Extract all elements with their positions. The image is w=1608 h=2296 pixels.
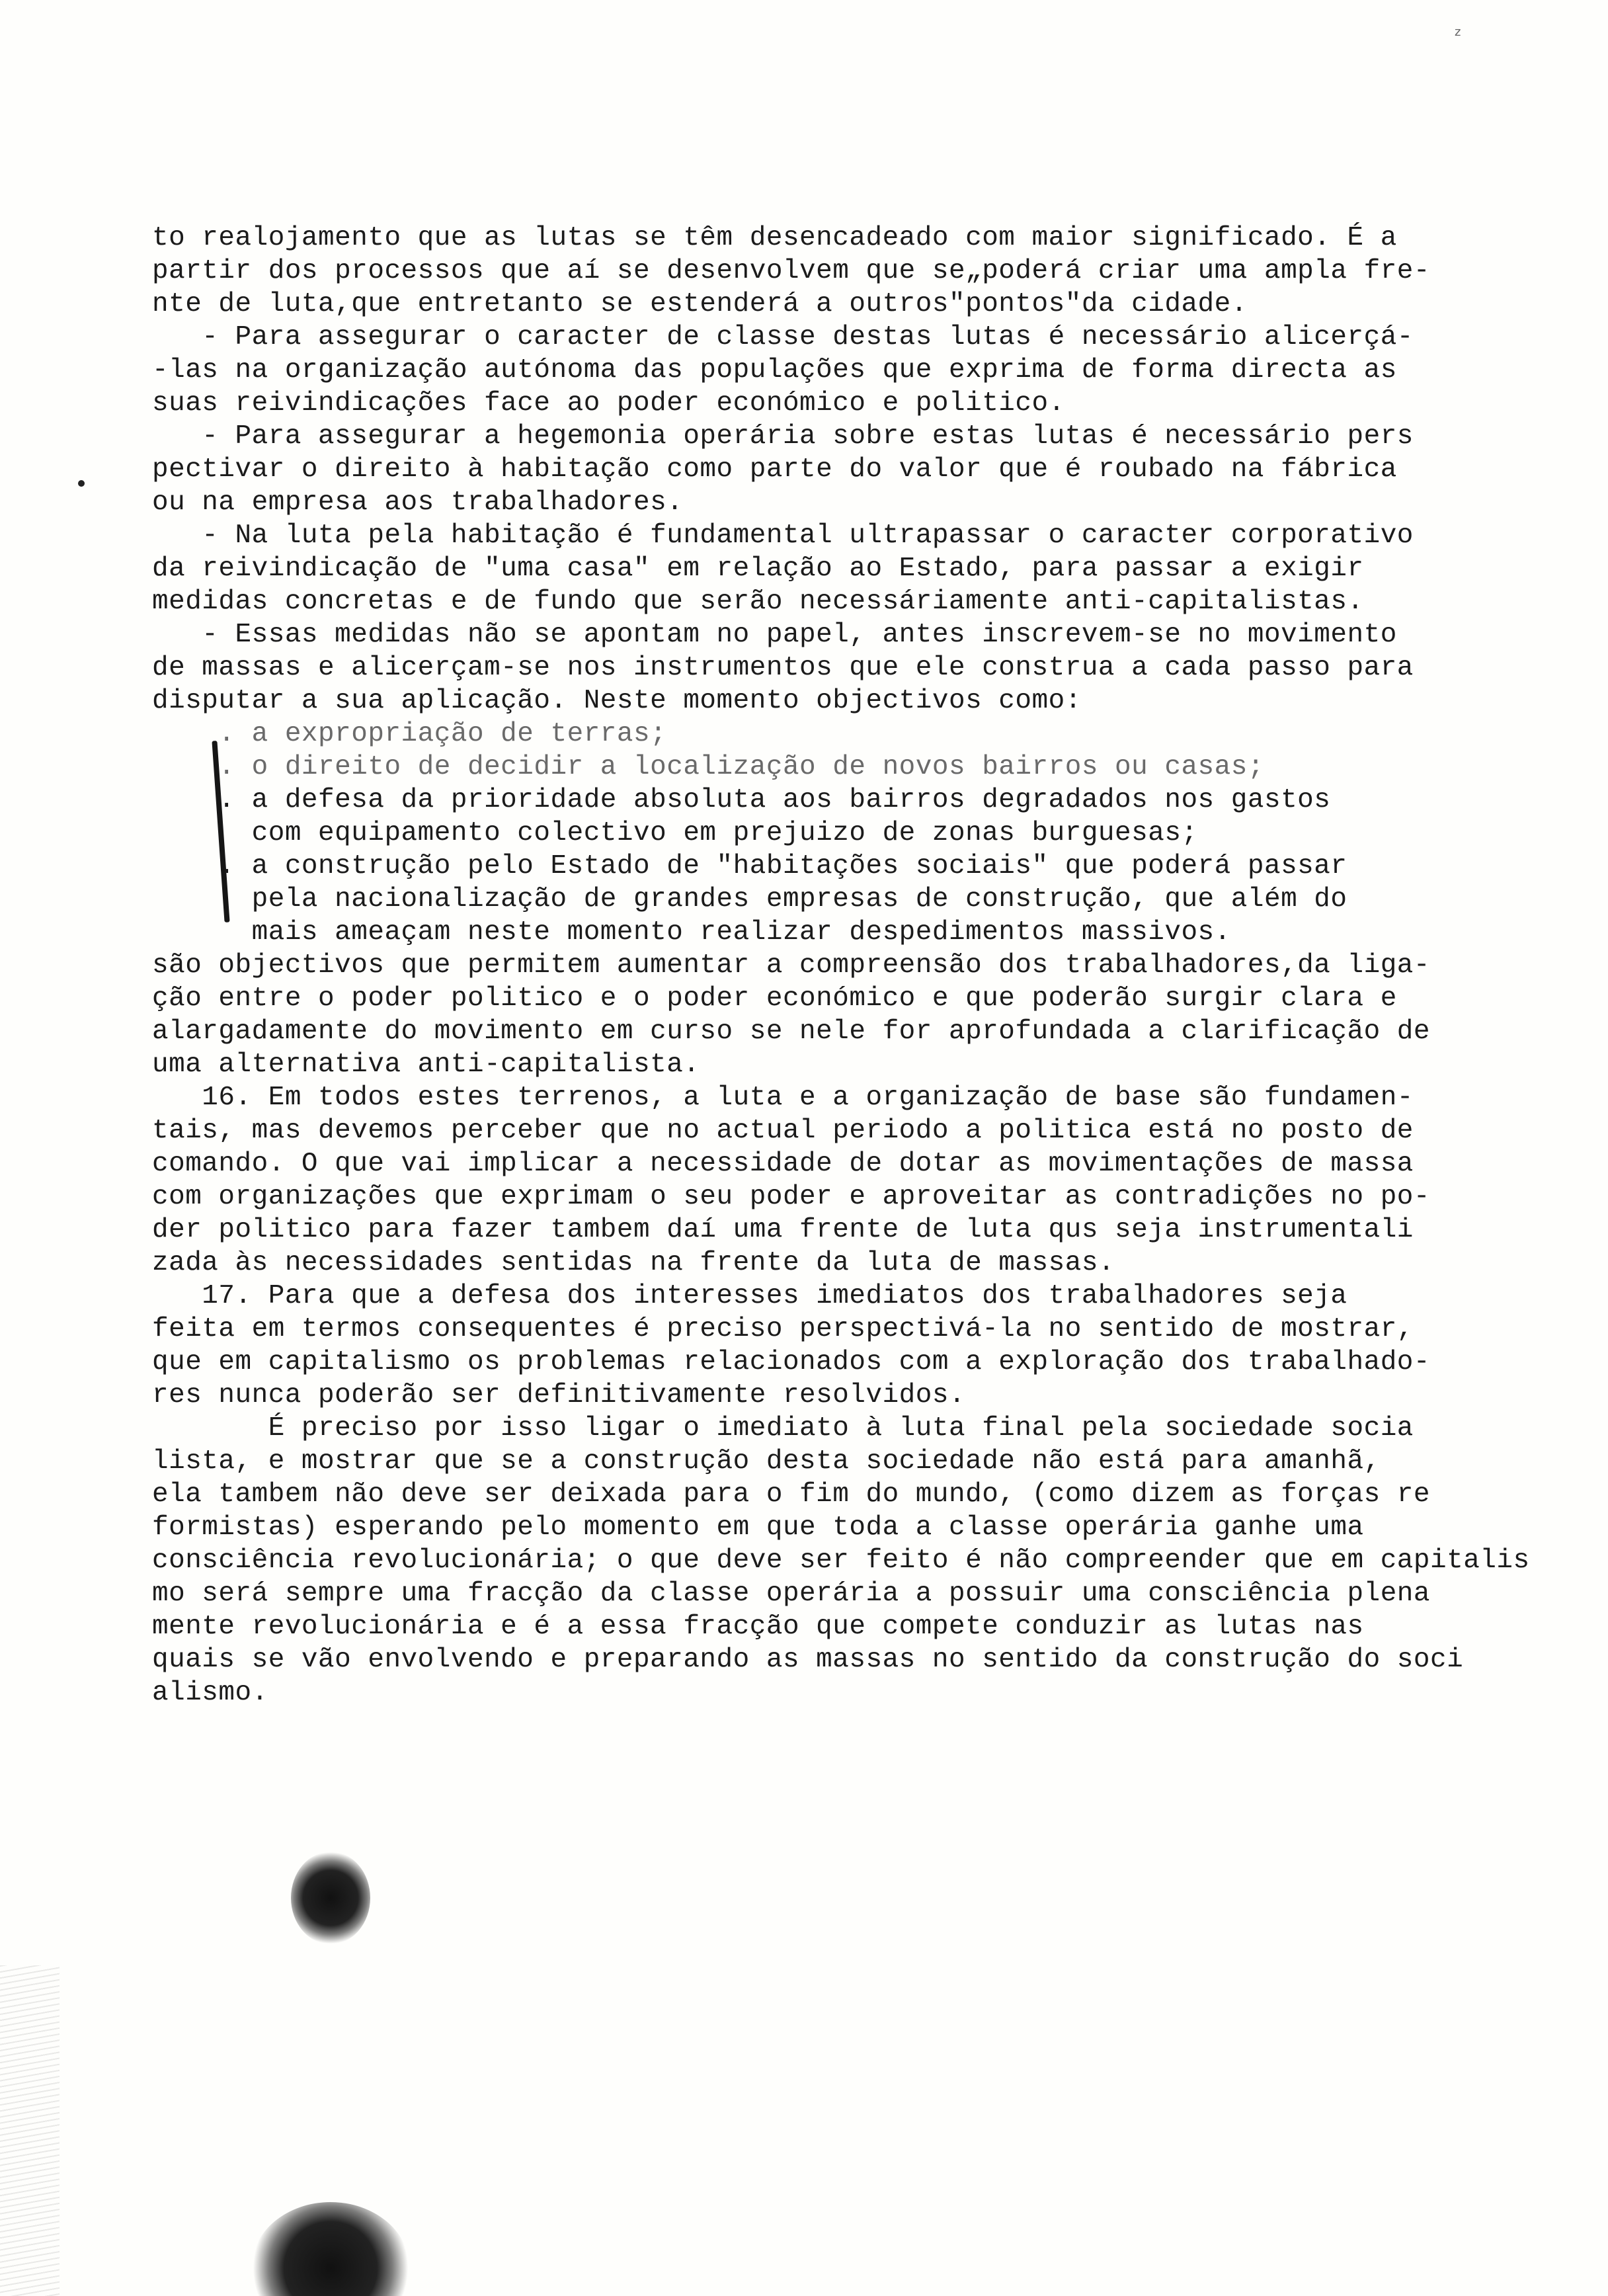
text-line: consciência revolucionária; o que deve ser feito é não compreender que em capitalis xyxy=(152,1545,1530,1576)
text-line: com organizações que exprimam o seu poder e aproveitar as contradições no po- xyxy=(152,1182,1431,1212)
text-line: medidas concretas e de fundo que serão necessáriamente anti-capitalistas. xyxy=(152,587,1364,617)
text-line: uma alternativa anti-capitalista. xyxy=(152,1049,700,1080)
text-line: zada às necessidades sentidas na frente da luta de massas. xyxy=(152,1248,1115,1278)
text-line: tais, mas devemos perceber que no actual periodo a politica está no posto de xyxy=(152,1116,1414,1146)
text-line: da reivindicação de "uma casa" em relação ao Estado, para passar a exigir xyxy=(152,554,1364,584)
text-line: que em capitalismo os problemas relacionados com a exploração dos trabalhado- xyxy=(152,1347,1431,1377)
list-item: . o direito de decidir a localização de novos bairros ou casas; xyxy=(152,752,1264,782)
text-line: to realojamento que as lutas se têm desencadeado com maior significado. É a xyxy=(152,223,1397,253)
text-line: ção entre o poder politico e o poder económico e que poderão surgir clara e xyxy=(152,983,1397,1014)
text-line: suas reivindicações face ao poder económico e politico. xyxy=(152,388,1065,419)
text-line: - Essas medidas não se apontam no papel, antes inscrevem-se no movimento xyxy=(152,620,1397,650)
text-line: 16. Em todos estes terrenos, a luta e a organização de base são fundamen- xyxy=(152,1083,1414,1113)
corner-mark: z xyxy=(1455,25,1461,39)
text-line: pectivar o direito à habitação como parte do valor que é roubado na fábrica xyxy=(152,454,1397,485)
text-line: der politico para fazer tambem daí uma frente de luta qus seja instrumentali xyxy=(152,1215,1414,1245)
ink-blot xyxy=(251,2202,410,2296)
list-item: . a defesa da prioridade absoluta aos bairros degradados nos gastos xyxy=(152,785,1331,815)
scan-edge-noise xyxy=(0,1965,60,2296)
text-line: ou na empresa aos trabalhadores. xyxy=(152,487,684,518)
text-line: É preciso por isso ligar o imediato à luta final pela sociedade socia xyxy=(152,1413,1414,1444)
text-line: res nunca poderão ser definitivamente resolvidos. xyxy=(152,1380,966,1411)
text-line: disputar a sua aplicação. Neste momento objectivos como: xyxy=(152,686,1082,716)
text-line: nte de luta,que entretanto se estenderá a outros"pontos"da cidade. xyxy=(152,289,1248,319)
text-line: feita em termos consequentes é preciso perspectivá-la no sentido de mostrar, xyxy=(152,1314,1414,1344)
margin-dot xyxy=(78,480,85,487)
text-line: - Na luta pela habitação é fundamental ultrapassar o caracter corporativo xyxy=(152,520,1414,551)
list-item: pela nacionalização de grandes empresas de construção, que além do xyxy=(152,884,1347,915)
list-item: . a expropriação de terras; xyxy=(152,719,667,749)
text-line: 17. Para que a defesa dos interesses imediatos dos trabalhadores seja xyxy=(152,1281,1347,1311)
text-line: ela tambem não deve ser deixada para o fim do mundo, (como dizem as forças re xyxy=(152,1479,1431,1510)
list-item: . a construção pelo Estado de "habitações sociais" que poderá passar xyxy=(152,851,1347,882)
text-line: de massas e alicerçam-se nos instrumentos que ele construa a cada passo para xyxy=(152,653,1414,683)
text-line: -las na organização autónoma das populações que exprima de forma directa as xyxy=(152,355,1397,386)
text-line: formistas) esperando pelo momento em que toda a classe operária ganhe uma xyxy=(152,1512,1364,1543)
text-line: são objectivos que permitem aumentar a compreensão dos trabalhadores,da liga- xyxy=(152,950,1431,981)
text-line: mo será sempre uma fracção da classe operária a possuir uma consciência plena xyxy=(152,1578,1431,1609)
text-line: comando. O que vai implicar a necessidade de dotar as movimentações de massa xyxy=(152,1149,1414,1179)
text-line: quais se vão envolvendo e preparando as massas no sentido da construção do soci xyxy=(152,1645,1464,1675)
list-item: com equipamento colectivo em prejuizo de zonas burguesas; xyxy=(152,818,1198,848)
text-line: alargadamente do movimento em curso se nele for aprofundada a clarificação de xyxy=(152,1016,1431,1047)
text-line: lista, e mostrar que se a construção desta sociedade não está para amanhã, xyxy=(152,1446,1381,1477)
text-line: alismo. xyxy=(152,1678,268,1708)
text-line: - Para assegurar a hegemonia operária sobre estas lutas é necessário pers xyxy=(152,421,1414,452)
text-line: - Para assegurar o caracter de classe destas lutas é necessário alicerçá- xyxy=(152,322,1414,352)
text-line: mente revolucionária e é a essa fracção que compete conduzir as lutas nas xyxy=(152,1612,1364,1642)
body-text xyxy=(152,222,1530,1709)
list-item: mais ameaçam neste momento realizar despedimentos massivos. xyxy=(152,917,1231,948)
ink-blot xyxy=(291,1852,370,1944)
text-line: partir dos processos que aí se desenvolvem que se„poderá criar uma ampla fre- xyxy=(152,256,1431,286)
